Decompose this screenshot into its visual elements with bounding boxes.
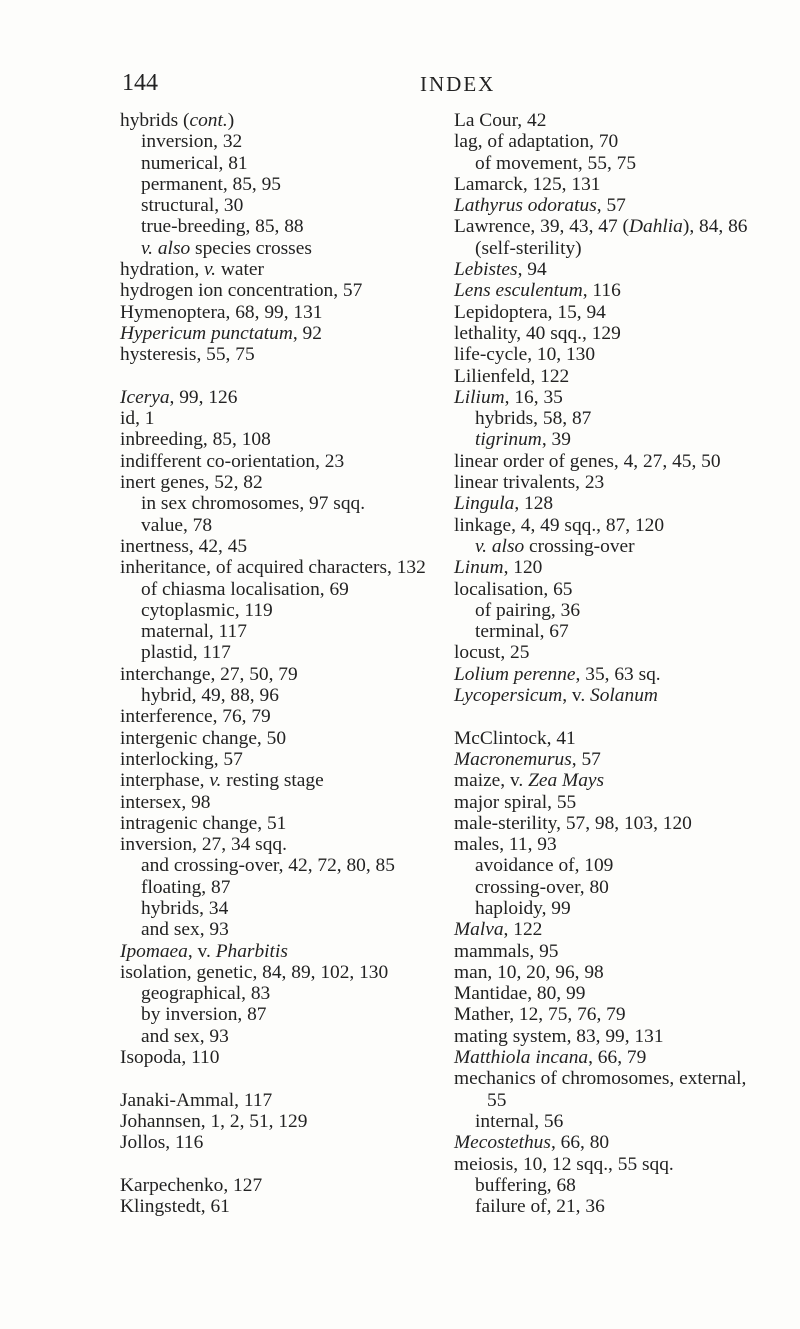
entry-text: Mantidae, 80, 99: [454, 983, 586, 1005]
index-entry: [120, 1196, 470, 1217]
entry-text: id, 1: [120, 408, 155, 430]
index-entry: [454, 664, 800, 685]
entry-text: true-breeding, 85, 88: [141, 216, 304, 238]
index-subentry: [120, 983, 470, 1004]
entry-text: of pairing, 36: [475, 599, 581, 621]
index-subentry: [454, 898, 800, 919]
index-subentry: [120, 600, 470, 621]
index-entry: [454, 1004, 800, 1025]
entry-text: inertness, 42, 45: [120, 535, 248, 557]
page-number: 144: [122, 70, 158, 96]
index-subentry: [120, 621, 470, 642]
index-subentry: [120, 877, 470, 898]
entry-text: hybrid, 49, 88, 96: [141, 685, 279, 707]
index-entry: [454, 174, 800, 195]
index-entry: [454, 1132, 800, 1153]
entry-text: of movement, 55, 75: [475, 152, 637, 174]
entry-text: cytoplasmic, 119: [141, 599, 273, 621]
index-entry: [120, 1132, 470, 1153]
entry-text: internal, 56: [475, 1110, 564, 1132]
index-subentry: [454, 536, 800, 557]
index-subentry: [120, 919, 470, 940]
entry-text: v. also: [141, 237, 191, 259]
entry-text: crossing-over: [524, 535, 635, 557]
entry-text: , 66, 79: [588, 1047, 647, 1069]
index-entry: [454, 216, 800, 237]
entry-text: , 35, 63 sq.: [575, 663, 661, 685]
index-entry: [454, 1047, 800, 1068]
entry-text: species crosses: [190, 237, 312, 259]
index-entry: [454, 579, 800, 600]
index-entry: [454, 770, 800, 791]
entry-text: plastid, 117: [141, 642, 231, 664]
entry-text: man, 10, 20, 96, 98: [454, 961, 604, 983]
entry-text: inheritance, of acquired characters, 132: [120, 557, 426, 579]
index-subentry: [120, 238, 470, 259]
entry-text: Lycopersicum: [454, 685, 563, 707]
index-entry: [120, 941, 470, 962]
entry-text: Lolium perenne: [454, 663, 576, 685]
entry-text: v.: [209, 770, 222, 792]
entry-text: , 57: [596, 195, 626, 217]
entry-text: tigrinum: [475, 429, 542, 451]
index-subentry: [120, 195, 470, 216]
entry-text: ), 84, 86: [682, 216, 748, 238]
entry-text: La Cour, 42: [454, 110, 547, 131]
index-entry: [120, 1047, 470, 1068]
entry-text: major spiral, 55: [454, 791, 577, 813]
entry-text: by inversion, 87: [141, 1004, 267, 1026]
section-gap: [120, 1068, 470, 1089]
index-entry: [454, 259, 800, 280]
entry-text: inversion, 27, 34 sqq.: [120, 834, 287, 856]
entry-text: v.: [204, 259, 217, 281]
entry-text: males, 11, 93: [454, 834, 557, 856]
index-subentry: [454, 238, 800, 259]
entry-text: Solanum: [590, 685, 658, 707]
entry-text: resting stage: [221, 770, 324, 792]
entry-text: hybrids, 58, 87: [475, 408, 592, 430]
index-entry: [454, 962, 800, 983]
entry-text: , v.: [562, 685, 591, 707]
entry-text: mammals, 95: [454, 940, 559, 962]
index-entry: [454, 919, 800, 940]
index-subentry: [120, 642, 470, 663]
entry-text: isolation, genetic, 84, 89, 102, 130: [120, 961, 389, 983]
entry-text: Lilienfeld, 122: [454, 365, 570, 387]
index-entry: [120, 728, 470, 749]
entry-text: Hypericum punctatum: [120, 322, 293, 344]
index-entry: [120, 344, 470, 365]
page-header: [0, 70, 800, 106]
entry-text: indifferent co-orientation, 23: [120, 450, 345, 472]
index-entry: [454, 493, 800, 514]
entry-text: interphase,: [120, 770, 210, 792]
index-entry: [454, 557, 800, 578]
entry-text: interchange, 27, 50, 79: [120, 663, 298, 685]
index-subentry: [454, 855, 800, 876]
entry-text: localisation, 65: [454, 578, 573, 600]
entry-text: , 120: [503, 557, 543, 579]
running-head-title: INDEX: [420, 72, 496, 96]
entry-text: Lathyrus odoratus: [454, 195, 597, 217]
entry-text: male-sterility, 57, 98, 103, 120: [454, 812, 692, 834]
entry-text: Jollos, 116: [120, 1132, 204, 1154]
entry-text: linear trivalents, 23: [454, 472, 605, 494]
entry-text: Pharbitis: [215, 940, 288, 962]
index-entry: [120, 834, 470, 855]
entry-text: Lawrence, 39, 43, 47 (: [454, 216, 629, 238]
index-subentry: [120, 153, 470, 174]
entry-text: Matthiola incana: [454, 1047, 589, 1069]
entry-text: avoidance of, 109: [475, 855, 614, 877]
entry-text: v. also: [475, 535, 525, 557]
index-entry: [454, 1154, 800, 1175]
index-entry: [454, 983, 800, 1004]
index-subentry: [454, 408, 800, 429]
index-column-left: [120, 110, 470, 1217]
index-subentry: [120, 898, 470, 919]
index-subentry: [454, 877, 800, 898]
index-entry: [120, 706, 470, 727]
entry-text: hybrids (: [120, 110, 190, 131]
entry-text: McClintock, 41: [454, 727, 576, 749]
index-entry: [120, 749, 470, 770]
index-subentry: [454, 153, 800, 174]
entry-text: , 94: [517, 259, 547, 281]
index-subentry: [120, 515, 470, 536]
index-entry: [454, 834, 800, 855]
index-subentry: [454, 621, 800, 642]
entry-text: and sex, 93: [141, 919, 229, 941]
entry-text: Mather, 12, 75, 76, 79: [454, 1004, 626, 1026]
entry-text: hydrogen ion concentration, 57: [120, 280, 363, 302]
index-entry: [454, 685, 800, 706]
index-subentry: [120, 1026, 470, 1047]
entry-text: hysteresis, 55, 75: [120, 344, 255, 366]
entry-text: mechanics of chromosomes, external,: [454, 1068, 747, 1090]
entry-text: , 66, 80: [550, 1132, 610, 1154]
entry-text: Lepidoptera, 15, 94: [454, 301, 606, 323]
index-subentry: [454, 1175, 800, 1196]
entry-text: , 128: [514, 493, 554, 515]
entry-text: , 16, 35: [504, 386, 563, 408]
index-column-right: [454, 110, 800, 1217]
index-entry: [120, 323, 470, 344]
entry-text: hybrids, 34: [141, 897, 229, 919]
entry-text: Lebistes: [454, 259, 518, 281]
section-gap: [454, 706, 800, 727]
index-entry: [120, 302, 470, 323]
index-entry: [120, 536, 470, 557]
entry-text: of chiasma localisation, 69: [141, 578, 349, 600]
index-entry: [454, 813, 800, 834]
entry-text: 55: [487, 1089, 507, 1111]
entry-text: Lilium: [454, 386, 505, 408]
entry-text: Macronemurus: [454, 748, 572, 770]
index-entry: [454, 131, 800, 152]
index-entry: [454, 387, 800, 408]
entry-text: life-cycle, 10, 130: [454, 344, 596, 366]
entry-text: hydration,: [120, 259, 205, 281]
entry-text: linear order of genes, 4, 27, 45, 50: [454, 450, 721, 472]
index-entry: [120, 664, 470, 685]
entry-text: Icerya: [120, 386, 170, 408]
index-entry: [120, 387, 470, 408]
entry-text: Lamarck, 125, 131: [454, 173, 601, 195]
entry-text: interlocking, 57: [120, 748, 243, 770]
entry-text: in sex chromosomes, 97 sqq.: [141, 493, 366, 515]
index-entry: [120, 280, 470, 301]
entry-text: , 92: [292, 322, 322, 344]
entry-text: Malva: [454, 919, 504, 941]
entry-text: floating, 87: [141, 876, 231, 898]
index-entry: [454, 472, 800, 493]
index-entry: [120, 259, 470, 280]
entry-text: Johannsen, 1, 2, 51, 129: [120, 1110, 308, 1132]
index-entry: [120, 472, 470, 493]
index-entry: [454, 451, 800, 472]
index-subentry: [120, 855, 470, 876]
index-entry: [120, 792, 470, 813]
index-entry: [120, 557, 470, 578]
entry-text: Klingstedt, 61: [120, 1196, 230, 1218]
entry-text: Mecostethus: [454, 1132, 551, 1154]
entry-text: and crossing-over, 42, 72, 80, 85: [141, 855, 395, 877]
entry-text: lag, of adaptation, 70: [454, 131, 619, 153]
entry-text: lethality, 40 sqq., 129: [454, 322, 621, 344]
index-subentry: [120, 493, 470, 514]
index-entry: [120, 408, 470, 429]
entry-text: maize, v.: [454, 770, 529, 792]
entry-text: maternal, 117: [141, 621, 247, 643]
entry-text: mating system, 83, 99, 131: [454, 1025, 664, 1047]
index-entry: [454, 728, 800, 749]
entry-text: locust, 25: [454, 642, 530, 664]
index-entry: [454, 1068, 800, 1089]
index-entry: [454, 280, 800, 301]
index-subentry: [120, 216, 470, 237]
entry-text: Isopoda, 110: [120, 1047, 220, 1069]
index-entry: [454, 302, 800, 323]
index-entry: [120, 1111, 470, 1132]
entry-text: structural, 30: [141, 195, 244, 217]
index-subentry: [120, 579, 470, 600]
index-entry: [120, 770, 470, 791]
entry-text: (self-sterility): [475, 237, 582, 259]
entry-text: cont.: [189, 110, 228, 131]
entry-text: numerical, 81: [141, 152, 248, 174]
entry-text: intersex, 98: [120, 791, 211, 813]
index-entry: [454, 941, 800, 962]
entry-text: permanent, 85, 95: [141, 173, 282, 195]
entry-text: Lingula: [454, 493, 515, 515]
entry-text: ): [227, 110, 235, 131]
index-subentry: [454, 600, 800, 621]
index-entry: [454, 366, 800, 387]
index-entry: [454, 515, 800, 536]
entry-text: inert genes, 52, 82: [120, 472, 263, 494]
entry-text: terminal, 67: [475, 621, 569, 643]
index-entry: [454, 195, 800, 216]
index-subentry: [120, 685, 470, 706]
index-entry: [120, 1090, 470, 1111]
index-entry: [120, 429, 470, 450]
index-entry: [120, 962, 470, 983]
entry-text: intragenic change, 51: [120, 812, 287, 834]
entry-text: geographical, 83: [141, 983, 271, 1005]
entry-text: failure of, 21, 36: [475, 1196, 605, 1218]
section-gap: [120, 366, 470, 387]
entry-text: meiosis, 10, 12 sqq., 55 sqq.: [454, 1153, 674, 1175]
entry-text: Ipomaea: [120, 940, 188, 962]
index-subentry: [454, 1196, 800, 1217]
entry-text: water: [216, 259, 264, 281]
entry-text: intergenic change, 50: [120, 727, 287, 749]
entry-text: inbreeding, 85, 108: [120, 429, 271, 451]
entry-text: , 57: [571, 748, 601, 770]
entry-text: Lens esculentum: [454, 280, 583, 302]
entry-text: Dahlia: [629, 216, 683, 238]
entry-text: , 116: [582, 280, 621, 302]
index-entry: [454, 1026, 800, 1047]
entry-text: value, 78: [141, 514, 213, 536]
index-entry: [120, 451, 470, 472]
index-entry: [454, 642, 800, 663]
index-subentry: [120, 174, 470, 195]
entry-text: Janaki-Ammal, 117: [120, 1089, 273, 1111]
entry-text: Zea Mays: [528, 770, 605, 792]
index-subentry: [454, 429, 800, 450]
entry-text: crossing-over, 80: [475, 876, 609, 898]
index-entry: [120, 813, 470, 834]
entry-text: linkage, 4, 49 sqq., 87, 120: [454, 514, 665, 536]
index-subentry: [454, 1111, 800, 1132]
index-entry: [120, 110, 470, 131]
index-subentry: [454, 1090, 800, 1111]
index-entry: [454, 110, 800, 131]
index-subentry: [120, 1004, 470, 1025]
entry-text: , 39: [541, 429, 571, 451]
entry-text: and sex, 93: [141, 1025, 229, 1047]
index-subentry: [120, 131, 470, 152]
index-entry: [454, 344, 800, 365]
entry-text: interference, 76, 79: [120, 706, 271, 728]
entry-text: Hymenoptera, 68, 99, 131: [120, 301, 323, 323]
entry-text: , v.: [187, 940, 216, 962]
index-entry: [454, 792, 800, 813]
index-entry: [454, 749, 800, 770]
entry-text: Karpechenko, 127: [120, 1174, 263, 1196]
entry-text: , 122: [503, 919, 543, 941]
entry-text: buffering, 68: [475, 1174, 576, 1196]
entry-text: inversion, 32: [141, 131, 243, 153]
index-entry: [120, 1175, 470, 1196]
entry-text: Linum: [454, 557, 504, 579]
entry-text: , 99, 126: [169, 386, 238, 408]
index-entry: [454, 323, 800, 344]
entry-text: haploidy, 99: [475, 897, 571, 919]
section-gap: [120, 1154, 470, 1175]
